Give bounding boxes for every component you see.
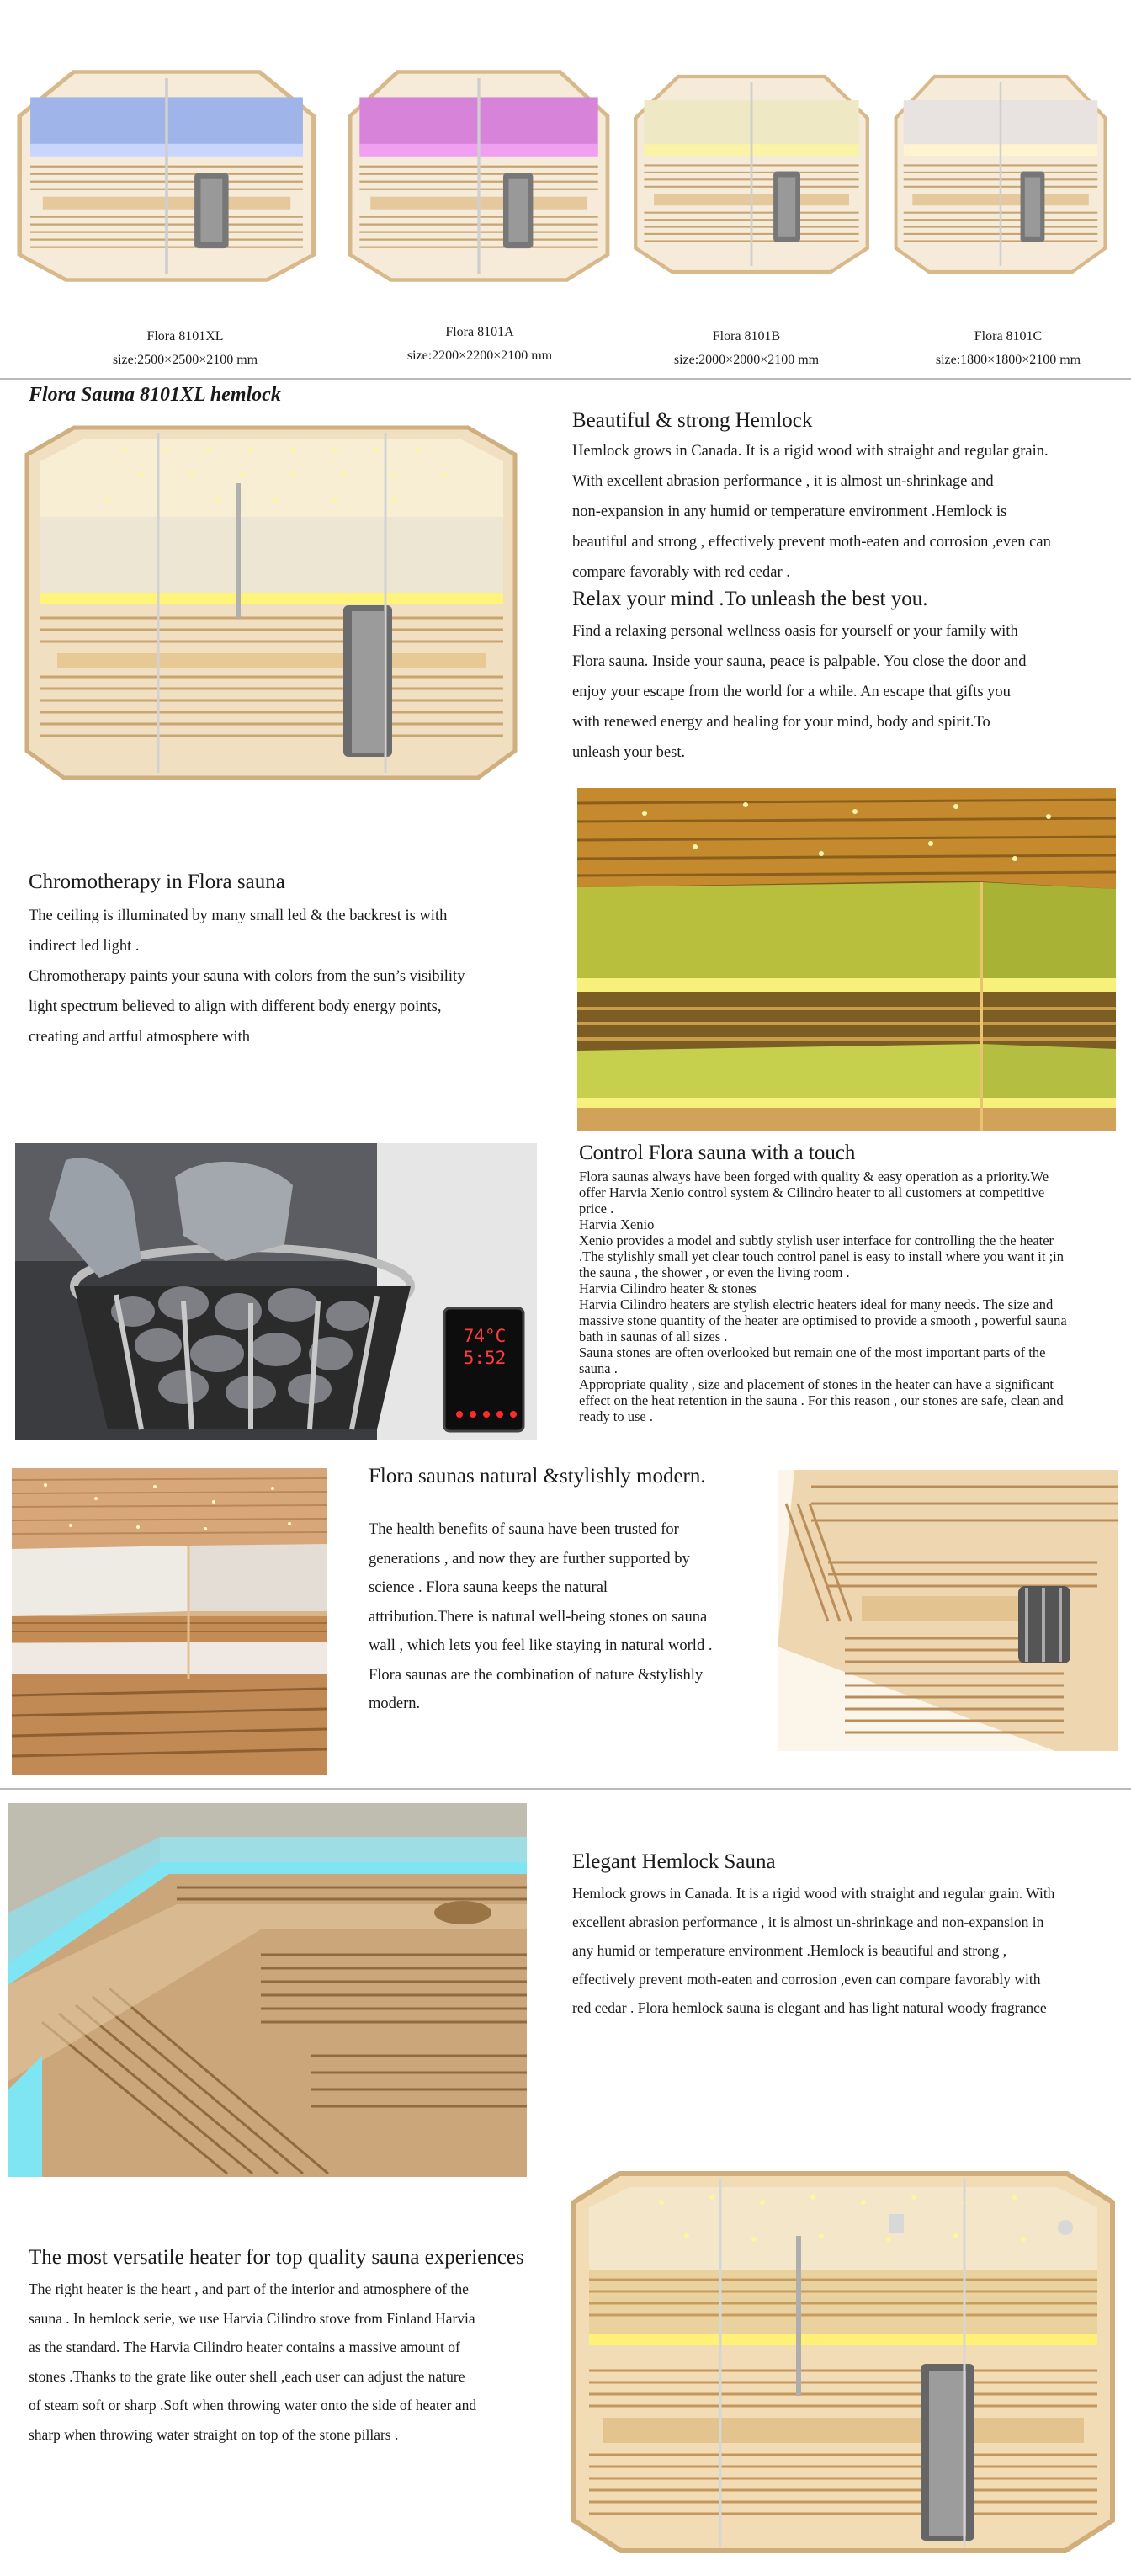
control-line: Appropriate quality , size and placement of stones in the heater can have a significant: [579, 1376, 1054, 1392]
heater-line: sauna . In hemlock serie, we use Harvia Cilindro stove from Finland Harvia: [29, 2309, 475, 2327]
relax-body: [572, 616, 1111, 768]
elegant-line: effectively prevent moth-eaten and corrosion ,even can compare favorably with: [572, 1971, 1041, 1988]
chromo-line: The ceiling is illuminated by many small led & the backrest is with: [29, 907, 448, 924]
interior-photo: [778, 1470, 1118, 1751]
natural-line: science . Flora sauna keeps the natural: [369, 1579, 608, 1596]
heater-line: as the standard. The Harvia Cilindro heater contains a massive amount of: [29, 2339, 460, 2355]
heater-line: stones .Thanks to the grate like outer shell ,each user can adjust the nature: [29, 2367, 465, 2385]
natural-line: wall , which lets you feel like staying in natural world .: [369, 1637, 713, 1654]
model-name: Flora 8101C: [974, 329, 1043, 343]
elegant-line: red cedar . Flora hemlock sauna is elegant and has light natural woody fragrance: [572, 1999, 1047, 2016]
control-line: Harvia Cilindro heaters are stylish electric heaters ideal for many needs. The size and: [579, 1296, 1054, 1312]
control-line: .The stylishly small yet clear touch control panel is easy to install where you want it ;in: [579, 1248, 1064, 1264]
main-sauna-photo: [24, 424, 518, 781]
model-size: size:2200×2200×2100 mm: [406, 349, 553, 363]
chromo-body: [29, 901, 525, 1052]
display-time: 5:52: [463, 1348, 507, 1368]
ceiling-photo: [12, 1468, 327, 1775]
model-caption-8101c: [873, 327, 1131, 370]
hemlock-line: Hemlock grows in Canada. It is a rigid wood with straight and regular grain.: [572, 443, 1049, 460]
natural-line: Flora saunas are the combination of nature &stylishly: [369, 1666, 704, 1684]
control-line: price .: [579, 1200, 614, 1216]
model-name: Flora 8101A: [445, 325, 514, 339]
model-size: size:1800×1800×2100 mm: [935, 353, 1081, 367]
divider: [0, 1788, 1131, 1790]
model-name: Flora 8101XL: [146, 329, 224, 343]
natural-section: [369, 1463, 781, 1719]
model-name: Flora 8101B: [712, 329, 781, 343]
model-photo-8101xl: [12, 66, 321, 286]
model-caption-8101xl: [50, 327, 320, 370]
elegant-line: any humid or temperature environment .Hemlock is beautiful and strong ,: [572, 1942, 1007, 1959]
chromo-line: Chromotherapy paints your sauna with colors from the sun’s visibility: [29, 968, 465, 985]
elegant-section: [572, 1849, 1119, 2022]
model-size: size:2500×2500×2100 mm: [112, 353, 258, 367]
heater-control-photo: [15, 1143, 537, 1440]
control-line: Xenio provides a model and subtly stylish user interface for controlling the the heater: [579, 1232, 1054, 1248]
natural-heading: Flora saunas natural &stylishly modern.: [369, 1465, 706, 1488]
model-photo-8101b: [629, 71, 873, 278]
hemlock-section: [572, 407, 1111, 588]
divider: [0, 378, 1131, 380]
control-line: Flora saunas always have been forged with quality & easy operation as a priority.We: [579, 1168, 1049, 1184]
model-caption-8101a: [345, 323, 614, 365]
control-line: bath in saunas of all sizes .: [579, 1328, 728, 1344]
model-size: size:2000×2000×2100 mm: [673, 353, 820, 367]
display-temp: 74°C: [463, 1326, 507, 1346]
elegant-body: [572, 1879, 1119, 2022]
natural-line: generations , and now they are further supported by: [369, 1550, 690, 1567]
hemlock-line: compare favorably with red cedar .: [572, 564, 790, 581]
hemlock-heading: Beautiful & strong Hemlock: [572, 409, 813, 432]
chromo-line: creating and artful atmosphere with: [29, 1029, 251, 1046]
elegant-line: Hemlock grows in Canada. It is a rigid wood with straight and regular grain. With: [572, 1885, 1055, 1902]
relax-line: unleash your best.: [572, 744, 686, 761]
model-photo-8101c: [890, 71, 1111, 278]
heater-heading: The most versatile heater for top quality sauna experiences: [29, 2246, 524, 2269]
heater-body: [29, 2275, 550, 2449]
control-line: massive stone quantity of the heater are optimised to provide a smooth , powerful sauna: [579, 1312, 1067, 1328]
heater-section: [29, 2244, 550, 2449]
hemlock-line: beautiful and strong , effectively prevent moth-eaten and corrosion ,even can: [572, 534, 1051, 551]
control-line: effect on the heat retention in the sauna . For this reason , our stones are safe, clean and: [579, 1392, 1064, 1408]
control-section: [579, 1140, 1126, 1424]
chromo-line: indirect led light .: [29, 938, 140, 955]
control-line: sauna .: [579, 1360, 618, 1376]
control-panel-display: [454, 1325, 515, 1369]
relax-section: [572, 586, 1111, 768]
blue-led-sauna-photo: [8, 1803, 527, 2177]
model-caption-8101b: [612, 327, 881, 370]
hemlock-line: non-expansion in any humid or temperature environment .Hemlock is: [572, 503, 1007, 520]
relax-line: enjoy your escape from the world for a while. An escape that gifts you: [572, 684, 1011, 700]
model-photo-8101a: [343, 66, 614, 286]
chromo-line: light spectrum believed to align with different body energy points,: [29, 998, 442, 1015]
control-body: [579, 1168, 1126, 1424]
relax-heading: Relax your mind .To unleash the best you.: [572, 588, 928, 610]
control-heading: Control Flora sauna with a touch: [579, 1142, 856, 1164]
elegant-heading: Elegant Hemlock Sauna: [572, 1850, 776, 1873]
control-subheading: Harvia Cilindro heater & stones: [579, 1280, 757, 1296]
control-line: the sauna , the shower , or even the living room .: [579, 1264, 850, 1280]
relax-line: Flora sauna. Inside your sauna, peace is palpable. You close the door and: [572, 653, 1027, 670]
chromo-photo: [577, 788, 1116, 1131]
natural-body: [369, 1515, 781, 1719]
elegant-line: excellent abrasion performance , it is almost un-shrinkage and non-expansion in: [572, 1913, 1044, 1930]
control-subheading: Harvia Xenio: [579, 1216, 655, 1232]
control-line: Sauna stones are often overlooked but remain one of the most important parts of the: [579, 1344, 1046, 1360]
chromo-heading: Chromotherapy in Flora sauna: [29, 870, 285, 893]
chromo-section: [29, 869, 525, 1052]
relax-line: Find a relaxing personal wellness oasis for yourself or your family with: [572, 623, 1018, 640]
natural-line: attribution.There is natural well-being stones on sauna: [369, 1608, 708, 1626]
control-line: ready to use .: [579, 1408, 653, 1424]
hemlock-body: [572, 436, 1111, 588]
heater-line: The right heater is the heart , and part of the interior and atmosphere of the: [29, 2281, 469, 2297]
heater-line: sharp when throwing water straight on top of the stone pillars .: [29, 2425, 399, 2443]
natural-line: modern.: [369, 1695, 421, 1712]
relax-line: with renewed energy and healing for your mind, body and spirit.To: [572, 714, 990, 731]
heater-line: of steam soft or sharp .Soft when throwing water onto the side of heater and: [29, 2397, 477, 2414]
control-line: offer Harvia Xenio control system & Cilindro heater to all customers at competitive: [579, 1184, 1045, 1200]
hemlock-line: With excellent abrasion performance , it is almost un-shrinkage and: [572, 473, 994, 490]
product-title: Flora Sauna 8101XL hemlock: [29, 384, 281, 406]
natural-line: The health benefits of sauna have been trusted for: [369, 1521, 679, 1538]
heater-sauna-photo: [569, 2169, 1118, 2556]
